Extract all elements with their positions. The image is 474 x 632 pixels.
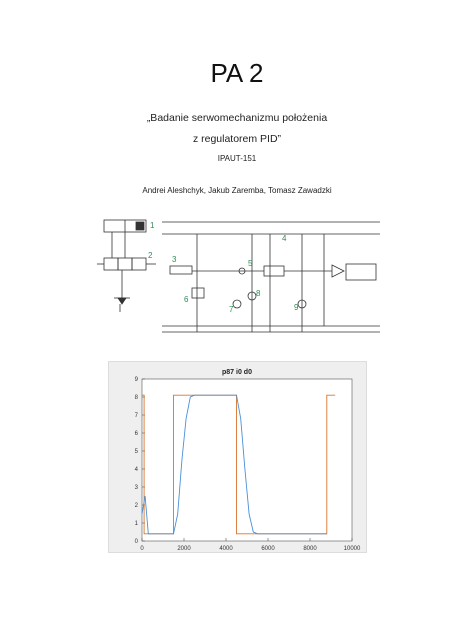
callout-5: 5 (248, 259, 253, 268)
x-tick-label: 6000 (261, 546, 275, 552)
callout-1: 1 (150, 221, 155, 230)
callout-3: 3 (172, 255, 177, 264)
callout-6: 6 (184, 295, 189, 304)
y-tick-label: 2 (134, 503, 138, 509)
chart-panel (108, 361, 367, 553)
chart-title: p87 i0 d0 (222, 369, 252, 376)
y-tick-label: 3 (134, 485, 138, 491)
valve-block-3 (132, 258, 146, 270)
y-tick-label: 0 (134, 539, 138, 545)
callout-4: 4 (282, 234, 287, 243)
response-chart (109, 362, 366, 552)
y-tick-label: 9 (134, 377, 138, 383)
valve-block-2 (118, 258, 132, 270)
callout-8: 8 (256, 289, 261, 298)
pneumatic-schematic (92, 208, 382, 338)
sensor-block (192, 288, 204, 298)
x-tick-label: 4000 (219, 546, 233, 552)
subtitle-line-1: „Badanie serwomechanizmu położenia (146, 112, 328, 124)
subtitle-line-2: z regulatorem PID” (192, 133, 282, 145)
x-tick-label: 10000 (343, 546, 361, 552)
y-tick-label: 6 (134, 431, 138, 437)
authors: Andrei Aleshchyk, Jakub Zaremba, Tomasz Zawadzki (142, 186, 332, 195)
callout-9: 9 (294, 303, 299, 312)
x-tick-label: 2000 (177, 546, 191, 552)
x-tick-label: 0 (140, 546, 144, 552)
callout-2: 2 (148, 251, 153, 260)
y-tick-label: 5 (134, 449, 138, 455)
y-tick-label: 8 (134, 395, 138, 401)
pid-block (264, 266, 284, 276)
amplifier-block (332, 265, 344, 277)
y-tick-label: 4 (134, 467, 138, 473)
y-tick-label: 7 (134, 413, 138, 419)
valve-block-1 (104, 258, 118, 270)
setpoint-block (170, 266, 192, 274)
x-tick-label: 8000 (303, 546, 317, 552)
document-title: PA 2 (210, 58, 264, 88)
callout-7: 7 (229, 305, 234, 314)
y-tick-label: 1 (134, 521, 138, 527)
course-code: IPAUT-151 (217, 154, 257, 163)
